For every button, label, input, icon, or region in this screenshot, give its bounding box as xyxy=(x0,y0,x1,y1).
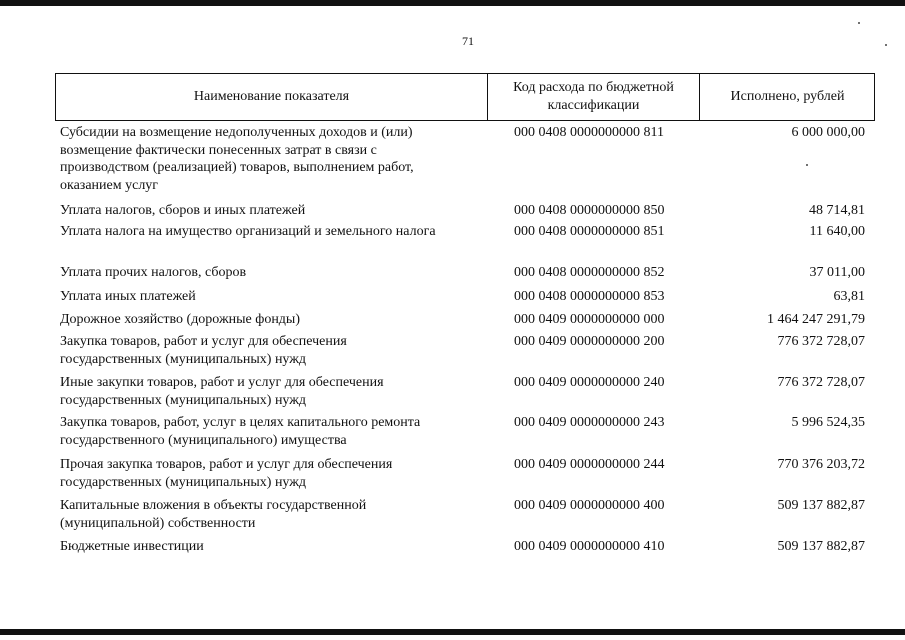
row-amount: 1 464 247 291,79 xyxy=(767,312,865,327)
row-code: 000 0408 0000000000 853 xyxy=(514,289,665,304)
row-name-line: оказанием услуг xyxy=(60,177,159,193)
row-name-line: производством (реализацией) товаров, выполнением работ, xyxy=(60,160,414,175)
row-name-line: государственных (муниципальных) нужд xyxy=(60,392,307,408)
row-name xyxy=(60,374,485,409)
header-code-cell xyxy=(488,79,699,115)
row-amount: 509 137 882,87 xyxy=(777,498,865,513)
row-name-line: Уплата налогов, сборов и иных платежей xyxy=(60,203,306,218)
row-name-line: возмещение фактически понесенных затрат в связи с xyxy=(60,142,377,158)
row-amount: 6 000 000,00 xyxy=(791,125,865,140)
row-code: 000 0409 0000000000 000 xyxy=(514,312,665,327)
row-name-line: Бюджетные инвестиции xyxy=(60,539,204,554)
header-executed-cell: Исполнено, рублей xyxy=(730,89,845,104)
row-name-line: государственных (муниципальных) нужд xyxy=(60,474,307,490)
scan-edge-bottom xyxy=(0,629,905,635)
row-code: 000 0409 0000000000 400 xyxy=(514,498,665,513)
row-name-line: Уплата налога на имущество организаций и земельного налога xyxy=(60,224,436,239)
row-name-line: Уплата прочих налогов, сборов xyxy=(60,265,247,280)
scan-speck xyxy=(806,164,808,166)
row-name xyxy=(60,124,485,194)
row-amount: 63,81 xyxy=(833,289,865,304)
row-name xyxy=(60,333,485,368)
row-name-line: Субсидии на возмещение недополученных доходов и (или) xyxy=(60,125,413,140)
row-name xyxy=(60,223,485,241)
row-name-line: (муниципальной) собственности xyxy=(60,515,256,531)
row-name-line: Капитальные вложения в объекты государственной xyxy=(60,498,367,513)
scan-speck xyxy=(858,22,860,24)
row-code: 000 0409 0000000000 200 xyxy=(514,334,665,349)
row-amount: 770 376 203,72 xyxy=(777,457,865,472)
row-code: 000 0409 0000000000 244 xyxy=(514,457,665,472)
row-name xyxy=(60,414,485,449)
row-name-line: Уплата иных платежей xyxy=(60,289,196,304)
row-name xyxy=(60,311,485,329)
row-name-line: Закупка товаров, работ и услуг для обеспечения xyxy=(60,334,347,349)
row-name-line: Дорожное хозяйство (дорожные фонды) xyxy=(60,312,301,327)
row-name xyxy=(60,456,485,491)
row-code: 000 0409 0000000000 240 xyxy=(514,375,665,390)
row-amount: 776 372 728,07 xyxy=(777,334,865,349)
row-name-line: Прочая закупка товаров, работ и услуг для обеспечения xyxy=(60,457,393,472)
header-code-line: классификации xyxy=(547,98,640,113)
row-name xyxy=(60,264,485,282)
row-name-line: государственных (муниципальных) нужд xyxy=(60,351,307,367)
row-code: 000 0408 0000000000 852 xyxy=(514,265,665,280)
row-amount: 776 372 728,07 xyxy=(777,375,865,390)
row-amount: 5 996 524,35 xyxy=(791,415,865,430)
header-name-cell: Наименование показателя xyxy=(193,89,350,104)
header-code-line: Код расхода по бюджетной xyxy=(513,80,674,95)
row-code: 000 0408 0000000000 811 xyxy=(514,125,664,140)
row-name xyxy=(60,538,485,556)
row-amount: 509 137 882,87 xyxy=(777,539,865,554)
scan-edge-top xyxy=(0,0,905,6)
row-amount: 11 640,00 xyxy=(809,224,865,239)
row-amount: 48 714,81 xyxy=(809,203,865,218)
row-amount: 37 011,00 xyxy=(809,265,865,280)
row-name xyxy=(60,202,485,220)
row-name-line: Закупка товаров, работ, услуг в целях капитального ремонта xyxy=(60,415,421,430)
row-name xyxy=(60,288,485,306)
row-name-line: Иные закупки товаров, работ и услуг для обеспечения xyxy=(60,375,384,390)
row-name-line: государственного (муниципального) имущества xyxy=(60,432,347,448)
scan-speck xyxy=(885,44,887,46)
row-name xyxy=(60,497,485,532)
page-number: 71 xyxy=(462,34,474,48)
row-code: 000 0408 0000000000 850 xyxy=(514,203,665,218)
row-code: 000 0408 0000000000 851 xyxy=(514,224,665,239)
row-code: 000 0409 0000000000 243 xyxy=(514,415,665,430)
row-code: 000 0409 0000000000 410 xyxy=(514,539,665,554)
